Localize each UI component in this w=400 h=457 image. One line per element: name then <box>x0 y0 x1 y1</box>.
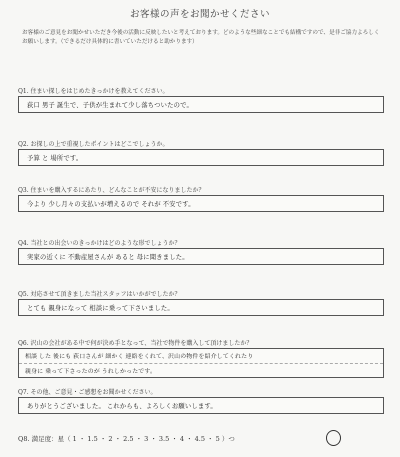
answer-6-line-1: 相談 した 後にも 荻口さんが 細かく 連絡をくれて、沢山の物件を紹介してくれたり <box>25 354 254 360</box>
answer-box-4[interactable] <box>18 248 384 265</box>
answer-divider <box>19 363 383 364</box>
question-7-label: Q7. その他、ご意見・ご感想をお聞かせください。 <box>18 389 157 396</box>
answer-box-2[interactable] <box>18 149 384 166</box>
question-3-label: Q3. 住まいを購入するにあたり、どんなことが不安になりましたか？ <box>18 187 205 194</box>
form-intro: お客様のご意見をお聞かせいただき今後の活動に反映したいと考えております。どのような些細なことでも結構ですので、是非ご協力よろしくお願いします。（できるだけ具体的に書いていただけると助かります） <box>22 30 380 45</box>
selected-rating-circle[interactable] <box>326 430 341 446</box>
answer-6-line-2: 親身に 乗って下さったのが うれしかったです。 <box>25 369 157 375</box>
satisfaction-scale: Q8. 満足度：星（ 1 ・ 1.5 ・ 2 ・ 2.5 ・ 3 ・ 3.5 ・ 4 ・ 4.5 ・ 5 ）つ <box>18 435 235 443</box>
question-5-label: Q5. 対応させて頂きました当社スタッフはいかがでしたか？ <box>18 291 181 298</box>
answer-1: 荻口 男子 誕生で、子供が生まれて少し落ちついたので。 <box>27 102 194 109</box>
form-title: お客様の声をお聞かせください <box>129 9 270 20</box>
question-1-label: Q1. 住まい探しをはじめたきっかけを教えてください。 <box>18 88 169 95</box>
question-6-label: Q6. 沢山の会社がある中で何が決め手となって、当社で物件を購入して頂けましたか？ <box>18 340 253 347</box>
answer-7: ありがとうございました。 これからも、よろしくお願いします。 <box>27 403 217 410</box>
answer-box-1[interactable] <box>18 96 384 113</box>
answer-4: 実家の近くに 不動産屋さんが あると 母に聞きました。 <box>27 254 189 261</box>
answer-2: 予算 と 場所です。 <box>27 155 83 162</box>
answer-3: 今より 少し月々の支払いが増えるので それが 不安です。 <box>27 201 195 208</box>
answer-box-5[interactable] <box>18 299 384 316</box>
question-2-label: Q2. お探しの上で重視したポイントはどこでしょうか。 <box>18 141 169 148</box>
answer-box-3[interactable] <box>18 195 384 212</box>
question-4-label: Q4. 当社との出会いのきっかけはどのような形でしょうか？ <box>18 240 181 247</box>
answer-box-6[interactable] <box>18 348 384 378</box>
answer-5: とても 親身になって 相談に乗って下さいました。 <box>27 305 174 312</box>
answer-box-7[interactable] <box>18 397 384 414</box>
